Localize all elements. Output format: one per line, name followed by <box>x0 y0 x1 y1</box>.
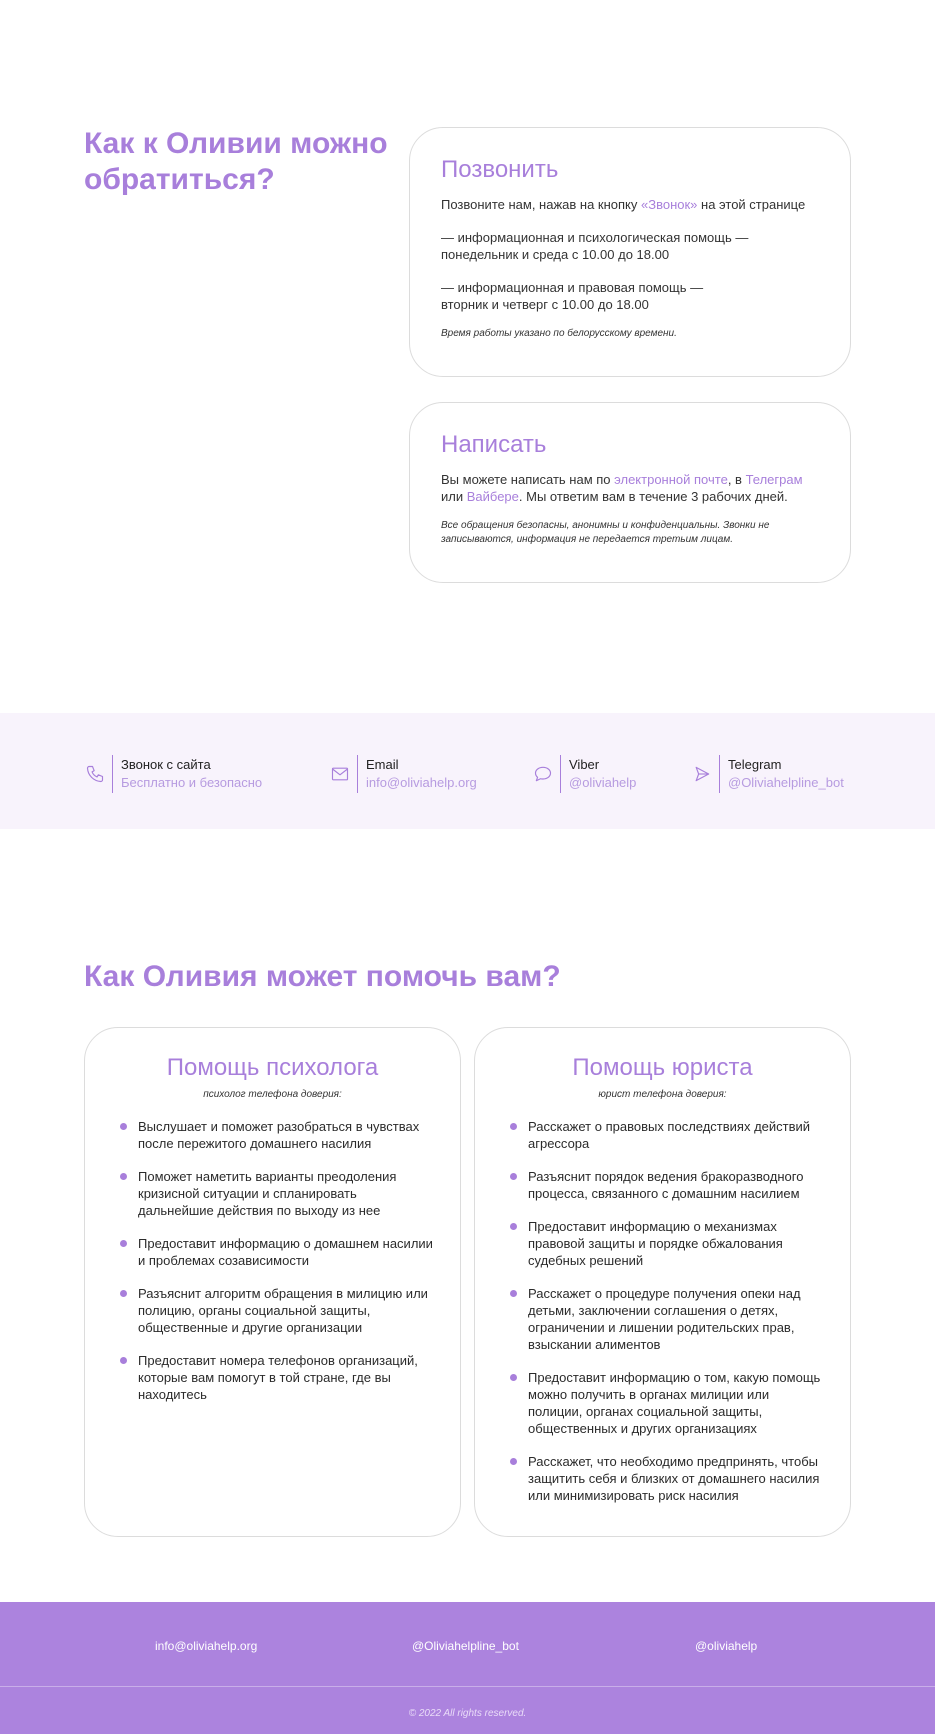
contact-item-email[interactable] <box>329 755 477 793</box>
telegram-link[interactable]: Телеграм <box>745 472 803 487</box>
psych-schedule <box>441 229 819 263</box>
psych-schedule-line1: — информационная и психологическая помощь — <box>441 230 749 245</box>
list-item <box>138 1352 436 1403</box>
contact-item-telegram[interactable] <box>691 755 844 793</box>
section-title-contact: Как к Оливии можно обратиться? <box>84 127 388 196</box>
psychologist-list <box>85 1118 460 1403</box>
phone-icon <box>84 763 106 785</box>
list-item <box>138 1118 436 1152</box>
contact-viber-title: Viber <box>569 757 600 772</box>
lawyer-card-title: Помощь юриста <box>572 1054 753 1081</box>
psychologist-card <box>84 1027 461 1537</box>
send-icon <box>691 763 713 785</box>
psych-schedule-line2: понедельник и среда с 10.00 до 18.00 <box>441 247 670 262</box>
list-item <box>138 1235 436 1269</box>
divider <box>112 755 113 793</box>
contact-email-value: info@oliviahelp.org <box>366 775 477 790</box>
list-item-text: Расскажет о правовых последствиях действий агрессора <box>528 1119 811 1151</box>
contact-strip <box>0 713 935 829</box>
divider <box>560 755 561 793</box>
list-item <box>528 1285 826 1353</box>
timezone-note: Время работы указано по белорусскому времени. <box>441 328 677 339</box>
call-instruction-post: на этой странице <box>697 197 806 212</box>
list-item <box>528 1369 826 1437</box>
call-card <box>409 127 851 377</box>
call-card-title: Позвонить <box>441 156 559 183</box>
write-text-pre: Вы можете написать нам по <box>441 472 615 487</box>
contact-methods-section <box>0 0 935 713</box>
footer-email-link[interactable]: info@oliviahelp.org <box>155 1639 258 1653</box>
call-instruction-pre: Позвоните нам, нажав на кнопку <box>441 197 641 212</box>
list-item-text: Предоставит информацию о том, какую помощь можно получить в органах милиции или полиции, органах социальной защиты, общественных и других организациях <box>528 1370 821 1436</box>
bullet-icon <box>120 1173 127 1180</box>
list-item-text: Предоставит номера телефонов организаций, которые вам помогут в той стране, где вы находитесь <box>138 1353 418 1402</box>
psychologist-card-subtitle: психолог телефона доверия: <box>203 1089 342 1100</box>
contact-telegram-value: @Oliviahelpline_bot <box>728 775 844 790</box>
lawyer-list <box>475 1118 850 1504</box>
bullet-icon <box>510 1223 517 1230</box>
write-instruction <box>441 471 819 505</box>
list-item-text: Предоставит информацию о домашнем насилии и проблемах созависимости <box>138 1236 433 1268</box>
psychologist-card-title: Помощь психолога <box>166 1054 379 1081</box>
legal-schedule-line1: — информационная и правовая помощь — <box>441 280 704 295</box>
footer-viber-link[interactable]: @oliviahelp <box>695 1639 758 1653</box>
copyright: © 2022 All rights reserved. <box>408 1708 527 1719</box>
legal-schedule <box>441 279 819 313</box>
list-item <box>528 1453 826 1504</box>
write-text-mid1: , в <box>727 472 746 487</box>
contact-call-value: Бесплатно и безопасно <box>121 775 263 790</box>
lawyer-card-subtitle: юрист телефона доверия: <box>598 1089 727 1100</box>
contact-item-call[interactable] <box>84 755 262 793</box>
viber-link[interactable]: Вайбере <box>466 489 519 504</box>
bullet-icon <box>510 1290 517 1297</box>
contact-call-title: Звонок с сайта <box>121 757 211 772</box>
write-text-mid2: или <box>441 489 467 504</box>
bullet-icon <box>510 1458 517 1465</box>
call-instruction <box>441 196 819 213</box>
contact-email-title: Email <box>366 757 399 772</box>
footer-divider <box>0 1686 935 1687</box>
lawyer-card <box>474 1027 851 1537</box>
write-card-title: Написать <box>441 431 547 458</box>
list-item <box>138 1285 436 1336</box>
bullet-icon <box>510 1123 517 1130</box>
section-title-help: Как Оливия может помочь вам? <box>84 960 561 993</box>
contact-telegram-title: Telegram <box>728 757 782 772</box>
list-item <box>528 1218 826 1269</box>
list-item-text: Выслушает и поможет разобраться в чувствах после пережитого домашнего насилия <box>138 1119 420 1151</box>
list-item <box>138 1168 436 1219</box>
list-item <box>528 1118 826 1152</box>
list-item-text: Поможет наметить варианты преодоления кризисной ситуации и спланировать дальнейшие действия по выходу из нее <box>138 1169 397 1218</box>
footer <box>0 1602 935 1734</box>
email-link[interactable]: электронной почте <box>614 472 728 487</box>
privacy-note: Все обращения безопасны, анонимны и конфиденциальны. Звонки не записываются, информация не передается третьим лицам. <box>441 520 770 545</box>
list-item-text: Разъяснит алгоритм обращения в милицию или полицию, органы социальной защиты, общественные и другие организации <box>138 1286 428 1335</box>
bullet-icon <box>120 1123 127 1130</box>
write-card <box>409 402 851 583</box>
footer-telegram-link[interactable]: @Oliviahelpline_bot <box>412 1639 519 1653</box>
call-button-link[interactable]: «Звонок» <box>641 197 698 212</box>
divider <box>357 755 358 793</box>
contact-item-viber[interactable] <box>532 755 636 793</box>
list-item-text: Разъяснит порядок ведения бракоразводного процесса, связанного с домашним насилием <box>528 1169 804 1201</box>
list-item-text: Расскажет, что необходимо предпринять, чтобы защитить себя и близких от домашнего насилия или минимизировать риск насилия <box>528 1454 820 1503</box>
bullet-icon <box>510 1173 517 1180</box>
list-item-text: Расскажет о процедуре получения опеки над детьми, заключении соглашения о детях, ограничении и лишении родительских прав, взыскании алиментов <box>528 1286 801 1352</box>
mail-icon <box>329 763 351 785</box>
bullet-icon <box>120 1240 127 1247</box>
chat-icon <box>532 763 554 785</box>
write-text-post: . Мы ответим вам в течение 3 рабочих дней. <box>518 489 788 504</box>
divider <box>719 755 720 793</box>
contact-viber-value: @oliviahelp <box>569 775 637 790</box>
list-item <box>528 1168 826 1202</box>
legal-schedule-line2: вторник и четверг с 10.00 до 18.00 <box>441 297 649 312</box>
bullet-icon <box>120 1357 127 1364</box>
bullet-icon <box>120 1290 127 1297</box>
bullet-icon <box>510 1374 517 1381</box>
list-item-text: Предоставит информацию о механизмах правовой защиты и порядке обжалования судебных решений <box>528 1219 783 1268</box>
